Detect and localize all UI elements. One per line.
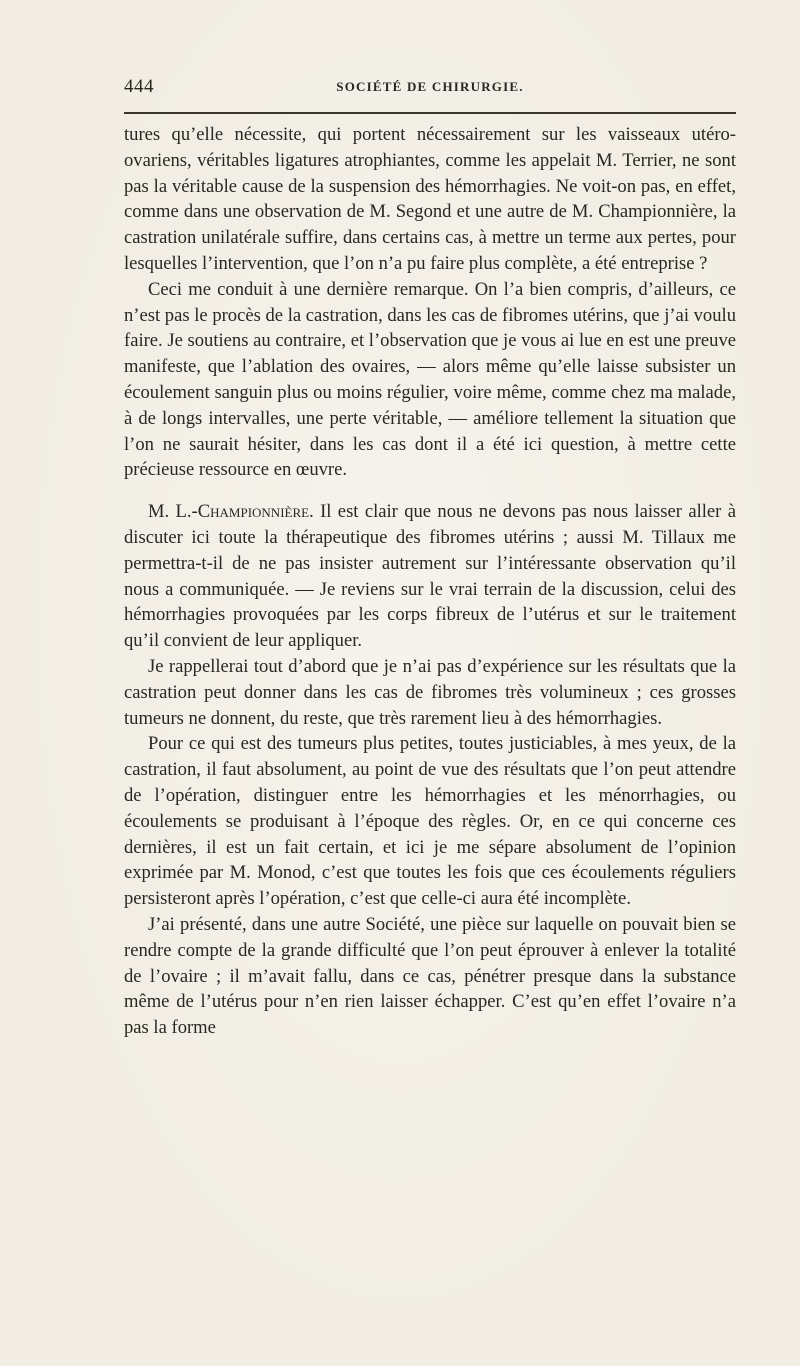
page-number: 444 (124, 76, 154, 97)
paragraph-5 (124, 731, 736, 912)
running-title: SOCIÉTÉ DE CHIRURGIE. (336, 79, 524, 94)
speaker-name: M. L.-Championnière. (148, 501, 314, 523)
paragraph-3 (124, 499, 736, 654)
page-header (124, 76, 736, 100)
paragraph-1-text: tures qu’elle nécessite, qui portent nécessairement sur les vaisseaux utéro-ovariens, véritables ligatures atrophiantes, comme les appelait M. Terrier, ne sont pas la véritable cause de la suspension des hémorrhagies. Ne voit-on pas, en effet, comme dans une observation de M. Segond et une autre de M. Championnière, la castration unilatérale suffire, dans certains cas, à mettre un terme aux pertes, pour lesquelles l’intervention, que l’on n’a pu faire plus complète, a été entreprise ? (124, 124, 736, 274)
paragraph-5-text: Pour ce qui est des tumeurs plus petites, toutes justiciables, à mes yeux, de la castration, il faut absolument, au point de vue des résultats que l’on peut attendre de l’opération, distinguer entre les hémorrhagies et les ménorrhagies, ou écoulements se produisant à l’époque des règles. Or, en ce qui concerne ces dernières, il est un fait certain, et ici je me sépare absolument de l’opinion exprimée par M. Monod, c’est que toutes les fois que ces écoulements réguliers persisteront après l’opération, c’est que celle-ci aura été incomplète. (124, 733, 736, 910)
paragraph-1 (124, 122, 736, 277)
paragraph-3-text: Il est clair que nous ne devons pas nous laisser aller à discuter ici toute la thérapeutique des fibromes utérins ; aussi M. Tillaux me permettra-t-il de ne pas insister autrement sur l’intéressante observation qu’il nous a communiquée. — Je reviens sur le vrai terrain de la discussion, celui des hémorrhagies provoquées par les corps fibreux de l’utérus et sur le traitement qu’il convient de leur appliquer. (124, 501, 736, 652)
paragraph-4-text: Je rappellerai tout d’abord que je n’ai pas d’expérience sur les résultats que la castration peut donner dans les cas de fibromes très volumineux ; ces grosses tumeurs ne donnent, du reste, que très rarement lieu à des hémorrhagies. (124, 655, 736, 729)
paragraph-2 (124, 277, 736, 483)
body-text (124, 122, 736, 1041)
header-rule (124, 112, 736, 114)
paragraph-2-text: Ceci me conduit à une dernière remarque. On l’a bien compris, d’ailleurs, ce n’est pas le procès de la castration, dans les cas de fibromes utérins, que j’ai voulu faire. Je soutiens au contraire, et l’observation que je vous ai lue en est une preuve manifeste, que l’ablation des ovaires, — alors même qu’elle laisse subsister un écoulement sanguin plus ou moins régulier, voire même, comme chez ma malade, à de longs intervalles, une perte véritable, — améliore tellement la situation que l’on ne saurait hésiter, dans les cas dont il a été ici question, à mettre cette précieuse ressource en œuvre. (124, 278, 736, 481)
paragraph-6-text: J’ai présenté, dans une autre Société, une pièce sur laquelle on pouvait bien se rendre compte de la grande difficulté que l’on peut éprouver à enlever la totalité de l’ovaire ; il m’avait fallu, dans ce cas, pénétrer presque dans la substance même de l’utérus pour n’en rien laisser échapper. C’est qu’en effet l’ovaire n’a pas la forme (124, 913, 736, 1039)
paragraph-4 (124, 654, 736, 731)
paragraph-6 (124, 912, 736, 1041)
